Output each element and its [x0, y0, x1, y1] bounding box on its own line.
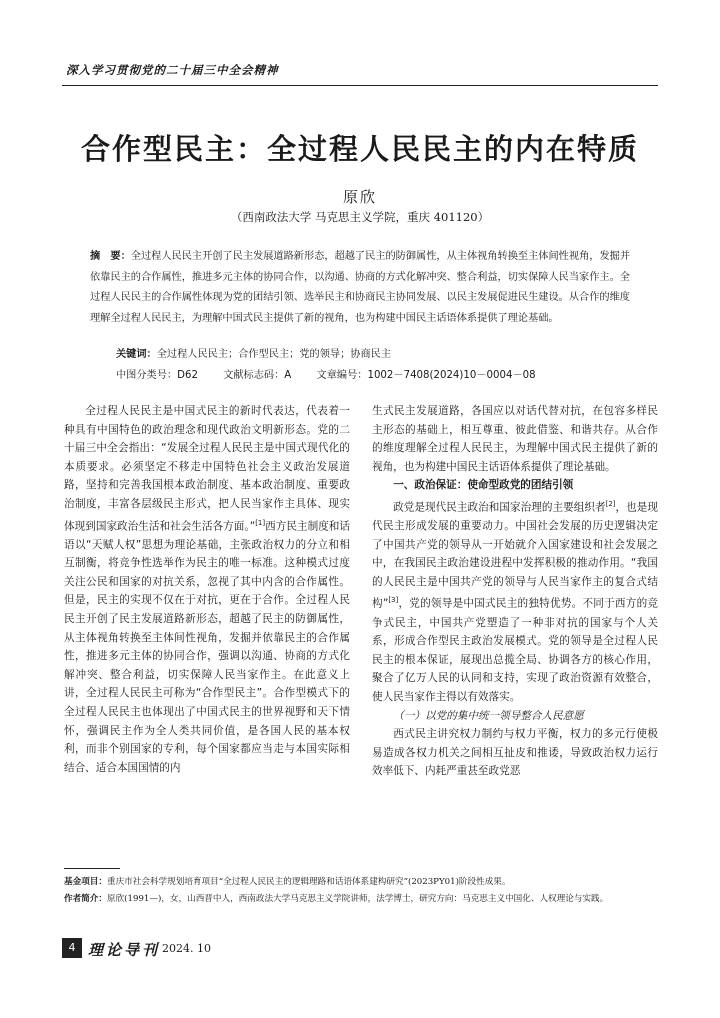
page-footer — [62, 938, 362, 958]
journal-name: 理论导刊 — [88, 941, 161, 959]
page-number: 4 — [62, 938, 82, 958]
classification-line — [116, 366, 558, 381]
journal-issue: 2024. 10 — [162, 942, 211, 955]
body-column-right — [372, 402, 658, 781]
funding-note: 基金项目：重庆市社会科学规划培育项目“全过程人民民主的逻辑理路和话语体系建构研究”(2023PY01)阶段性成果。 — [64, 877, 511, 887]
section-heading: 一、政治保证：使命型政党的团结引领 — [393, 479, 574, 492]
body-paragraph: 西式民主讲究权力制约与权力平衡，权力的多元行使极易造成各权力机关之间相互扯皮和推诿，导致政治权力运行效率低下、内耗严重甚至政党恶 — [372, 728, 658, 778]
abstract-text: 全过程人民民主开创了民主发展道路新形态，超越了民主的防御属性，从主体视角转换至主体间性视角，发掘并依靠民主的合作属性，推进多元主体的协同合作，以沟通、协商的方式化解冲突、整合利益，切实保障人民当家作主。全过程人民民主的合作属性体现为党的团结引领、选举民主和协商民主协同发展、以民主发展促进民生建设。从合作的维度理解全过程人民民主，为理解中国式民主提供了新的视角，也为构建中国民主话语体系提供了理论基础。 — [90, 251, 631, 324]
classification-number: 中图分类号：D62 — [116, 370, 198, 381]
citation-ref: [3] — [388, 596, 399, 605]
abstract — [90, 247, 630, 329]
keywords-label: 关键词： — [116, 349, 157, 360]
keywords-text: 全过程人民民主；合作型民主；党的领导；协商民主 — [156, 349, 392, 360]
running-header: 深入学习贯彻党的二十届三中全会精神 — [66, 63, 279, 77]
subsection-heading: （一）以党的集中统一领导整合人民意愿 — [393, 709, 584, 722]
body-column-left — [64, 402, 350, 777]
body-paragraph: 生式民主发展道路，各国应以对话代替对抗，在包容多样民主形态的基础上，相互尊重、彼此借鉴、和谐共存。从合作的维度理解全过程人民民主，为理解中国式民主提供了新的视角，也为构建中国民主话语体系提供了理论基础。 — [372, 405, 658, 473]
body-paragraph: 政党是现代民主政治和国家治理的主要组织者[2]，也是现代民主形成发展的重要动力。中国社会发展的历史逻辑决定了中国共产党的领导从一开始就介入国家建设和社会发展之中，在我国民主政治建设进程中发挥积极的推动作用。“我国的人民民主是中国共产党的领导与人民当家作主的复合式结构”[3]，党的领导是中国式民主的独特优势。不同于西方的竞争式民主，中国共产党塑造了一种非对抗的国家与个人关系，形成合作型民主政治发展模式。党的领导是全过程人民民主的根本保证，展现出总揽全局、协调各方的核心作用，聚合了亿万人民的认同和支持，实现了政治资源有效整合，使人民当家作主得以有效落实。 — [372, 499, 659, 703]
author-bio-note: 作者简介：原欣(1991—)，女，山西晋中人，西南政法大学马克思主义学院讲师，法学博士，研究方向：马克思主义中国化、人权理论与实践。 — [64, 893, 609, 904]
footnote-rule — [64, 868, 120, 869]
abstract-label: 摘 要： — [90, 251, 131, 262]
footnotes — [64, 874, 660, 907]
author-affiliation: （西南政法大学 马克思主义学院，重庆 401120） — [230, 210, 490, 224]
document-code: 文献标志码：A — [223, 370, 292, 381]
article-number: 文章编号：1002－7408(2024)10－0004－08 — [316, 370, 536, 381]
keywords — [116, 345, 391, 360]
article-title: 合作型民主：全过程人民民主的内在特质 — [80, 132, 639, 166]
header-rule — [62, 85, 658, 86]
citation-ref: [2] — [605, 499, 616, 508]
article-author: 原欣 — [342, 188, 377, 206]
citation-ref: [1] — [255, 518, 266, 527]
body-paragraph: 全过程人民民主是中国式民主的新时代表达，代表着一种具有中国特色的政治理念和现代政治文明新形态。党的二十届三中全会指出：“发展全过程人民民主是中国式现代化的本质要求。必须坚定不移走中国特色社会主义政治发展道路，坚持和完善我国根本政治制度、基本政治制度、重要政治制度，丰富各层级民主形式，把人民当家作主具体、现实体现到国家政治生活和社会生活各方面。”[1]西方民主制度和话语以“天赋人权”思想为理论基础，主张政治权力的分立和相互制衡，将竞争性选举作为民主的唯一标准。这种模式过度关注公民和国家的对抗关系，忽视了其中内含的合作属性。但是，民主的实现不仅在于对抗，更在于合作。全过程人民民主开创了民主发展道路新形态，超越了民主的防御属性，从主体视角转换至主体间性视角，发掘并依靠民主的合作属性，推进多元主体的协同合作，强调以沟通、协商的方式化解冲突、整合利益，切实保障人民当家作主。在此意义上讲，全过程人民民主可称为“合作型民主”。合作型模式下的全过程人民民主也体现出了中国式民主的世界视野和天下情怀，强调民主作为全人类共同价值，是各国人民的基本权利，而非个别国家的专利，每个国家都应当走与本国实际相结合、适合本国国情的内 — [64, 405, 351, 774]
